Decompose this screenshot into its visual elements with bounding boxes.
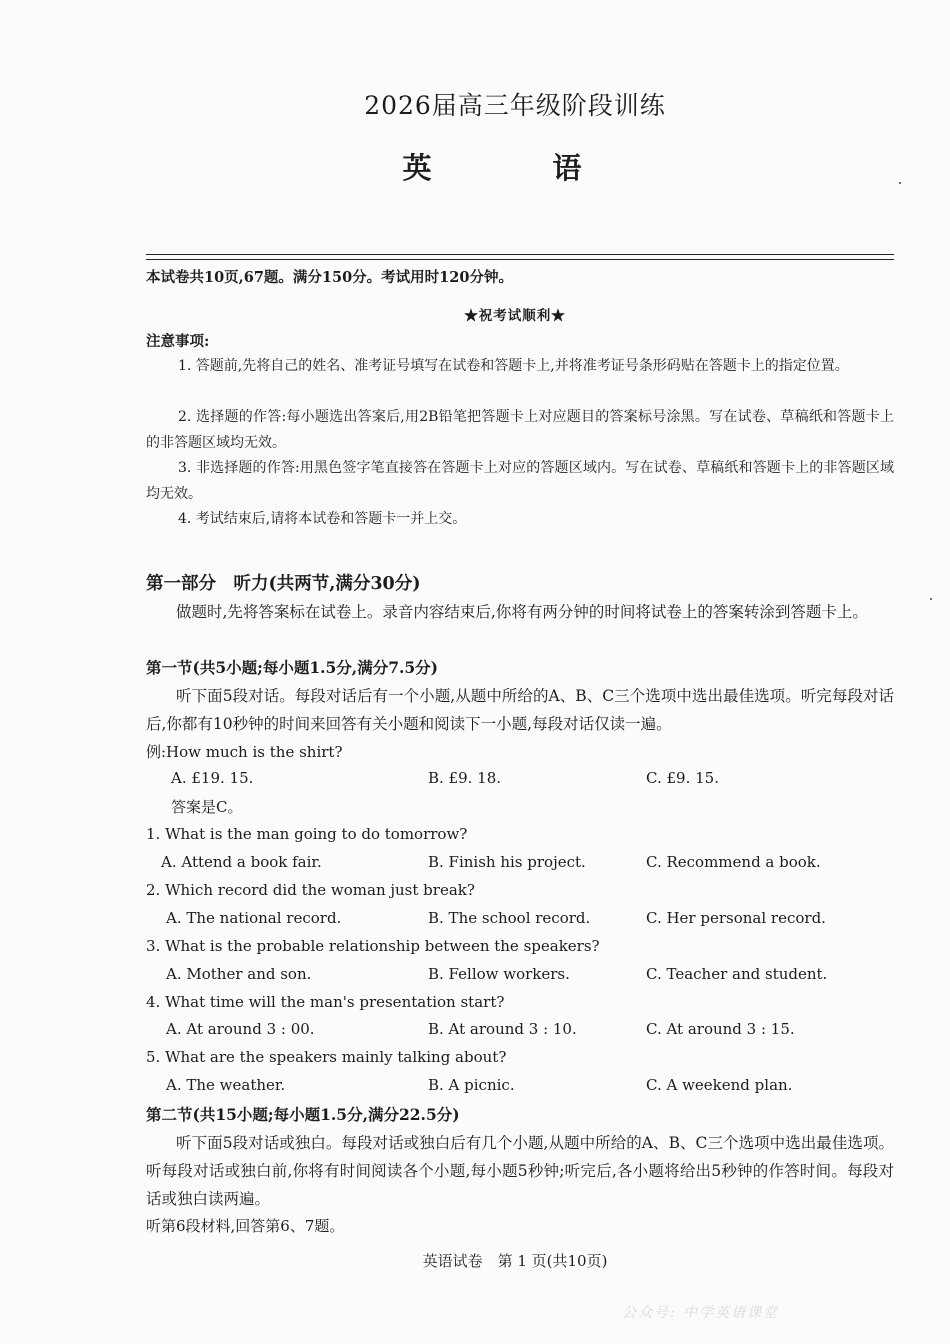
option-b: B. At around 3 : 10. [428, 1020, 577, 1038]
example-option-c: C. £9. 15. [646, 769, 719, 787]
option-a: A. The weather. [166, 1076, 286, 1094]
example-option-b: B. £9. 18. [428, 769, 502, 787]
scan-speck [930, 598, 932, 600]
notice-item: 2. 选择题的作答:每小题选出答案后,用2B铅笔把答题卡上对应题目的答案标号涂黑。写在试卷、草稿纸和答题卡上的非答题区域均无效。 [146, 409, 894, 451]
question-3: 3. What is the probable relationship between the speakers? [146, 937, 600, 955]
option-c: C. Teacher and student. [646, 965, 828, 983]
page-footer: 英语试卷 第 1 页(共10页) [422, 1252, 608, 1270]
part1-intro: 做题时,先将答案标在试卷上。录音内容结束后,你将有两分钟的时间将试卷上的答案转涂到答题卡上。 [176, 603, 868, 621]
option-a: A. At around 3 : 00. [166, 1020, 315, 1038]
section2-intro: 听下面5段对话或独白。每段对话或独白后有几个小题,从题中所给的A、B、C三个选项中选出最佳选项。听每段对话或独白前,你将有时间阅读各个小题,每小题5秒钟;听完后,各小题将给出5秒钟的作答时间。每段对话或独白读两遍。 [146, 1134, 894, 1208]
exam-info-line: 本试卷共10页,67题。满分150分。考试用时120分钟。 [146, 269, 513, 286]
option-b: B. The school record. [428, 909, 591, 927]
question-5: 5. What are the speakers mainly talking about? [146, 1048, 507, 1066]
material-instruction: 听第6段材料,回答第6、7题。 [146, 1217, 345, 1235]
exam-title: 2026届高三年级阶段训练 [364, 91, 666, 120]
watermark: 公众号: 中学英语课堂 [622, 1305, 780, 1321]
option-c: C. Recommend a book. [646, 853, 821, 871]
option-c: C. At around 3 : 15. [646, 1020, 795, 1038]
header-rule-top [146, 254, 894, 255]
notice-item: 1. 答题前,先将自己的姓名、准考证号填写在试卷和答题卡上,并将准考证号条形码贴在答题卡上的指定位置。 [178, 358, 849, 374]
option-a: A. Mother and son. [166, 965, 312, 983]
section1-intro: 听下面5段对话。每段对话后有一个小题,从题中所给的A、B、C三个选项中选出最佳选项。听完每段对话后,你都有10秒钟的时间来回答有关小题和阅读下一小题,每段对话仅读一遍。 [146, 687, 894, 733]
option-b: B. A picnic. [428, 1076, 515, 1094]
option-c: C. A weekend plan. [646, 1076, 793, 1094]
scan-speck [899, 182, 901, 184]
section1-heading: 第一节(共5小题;每小题1.5分,满分7.5分) [146, 658, 439, 677]
option-b: B. Fellow workers. [428, 965, 570, 983]
section2-heading: 第二节(共15小题;每小题1.5分,满分22.5分) [146, 1105, 460, 1124]
notice-item: 4. 考试结束后,请将本试卷和答题卡一并上交。 [178, 511, 467, 527]
good-luck-line: ★祝考试顺利★ [464, 308, 566, 324]
subject-title: 英 语 [402, 151, 628, 185]
question-4: 4. What time will the man's presentation start? [146, 993, 505, 1011]
example-answer: 答案是C。 [171, 798, 243, 816]
option-a: A. The national record. [166, 909, 342, 927]
question-1: 1. What is the man going to do tomorrow? [146, 825, 468, 843]
question-2: 2. Which record did the woman just break? [146, 881, 475, 899]
part1-heading: 第一部分 听力(共两节,满分30分) [146, 574, 421, 594]
notice-item: 3. 非选择题的作答:用黑色签字笔直接答在答题卡上对应的答题区域内。写在试卷、草稿纸和答题卡上的非答题区域均无效。 [146, 460, 894, 502]
example-option-a: A. £19. 15. [171, 769, 254, 787]
header-rule-bottom [146, 259, 894, 260]
option-a: A. Attend a book fair. [161, 853, 322, 871]
example-question: 例:How much is the shirt? [146, 743, 343, 761]
option-b: B. Finish his project. [428, 853, 586, 871]
option-c: C. Her personal record. [646, 909, 826, 927]
notice-heading: 注意事项: [146, 333, 210, 350]
